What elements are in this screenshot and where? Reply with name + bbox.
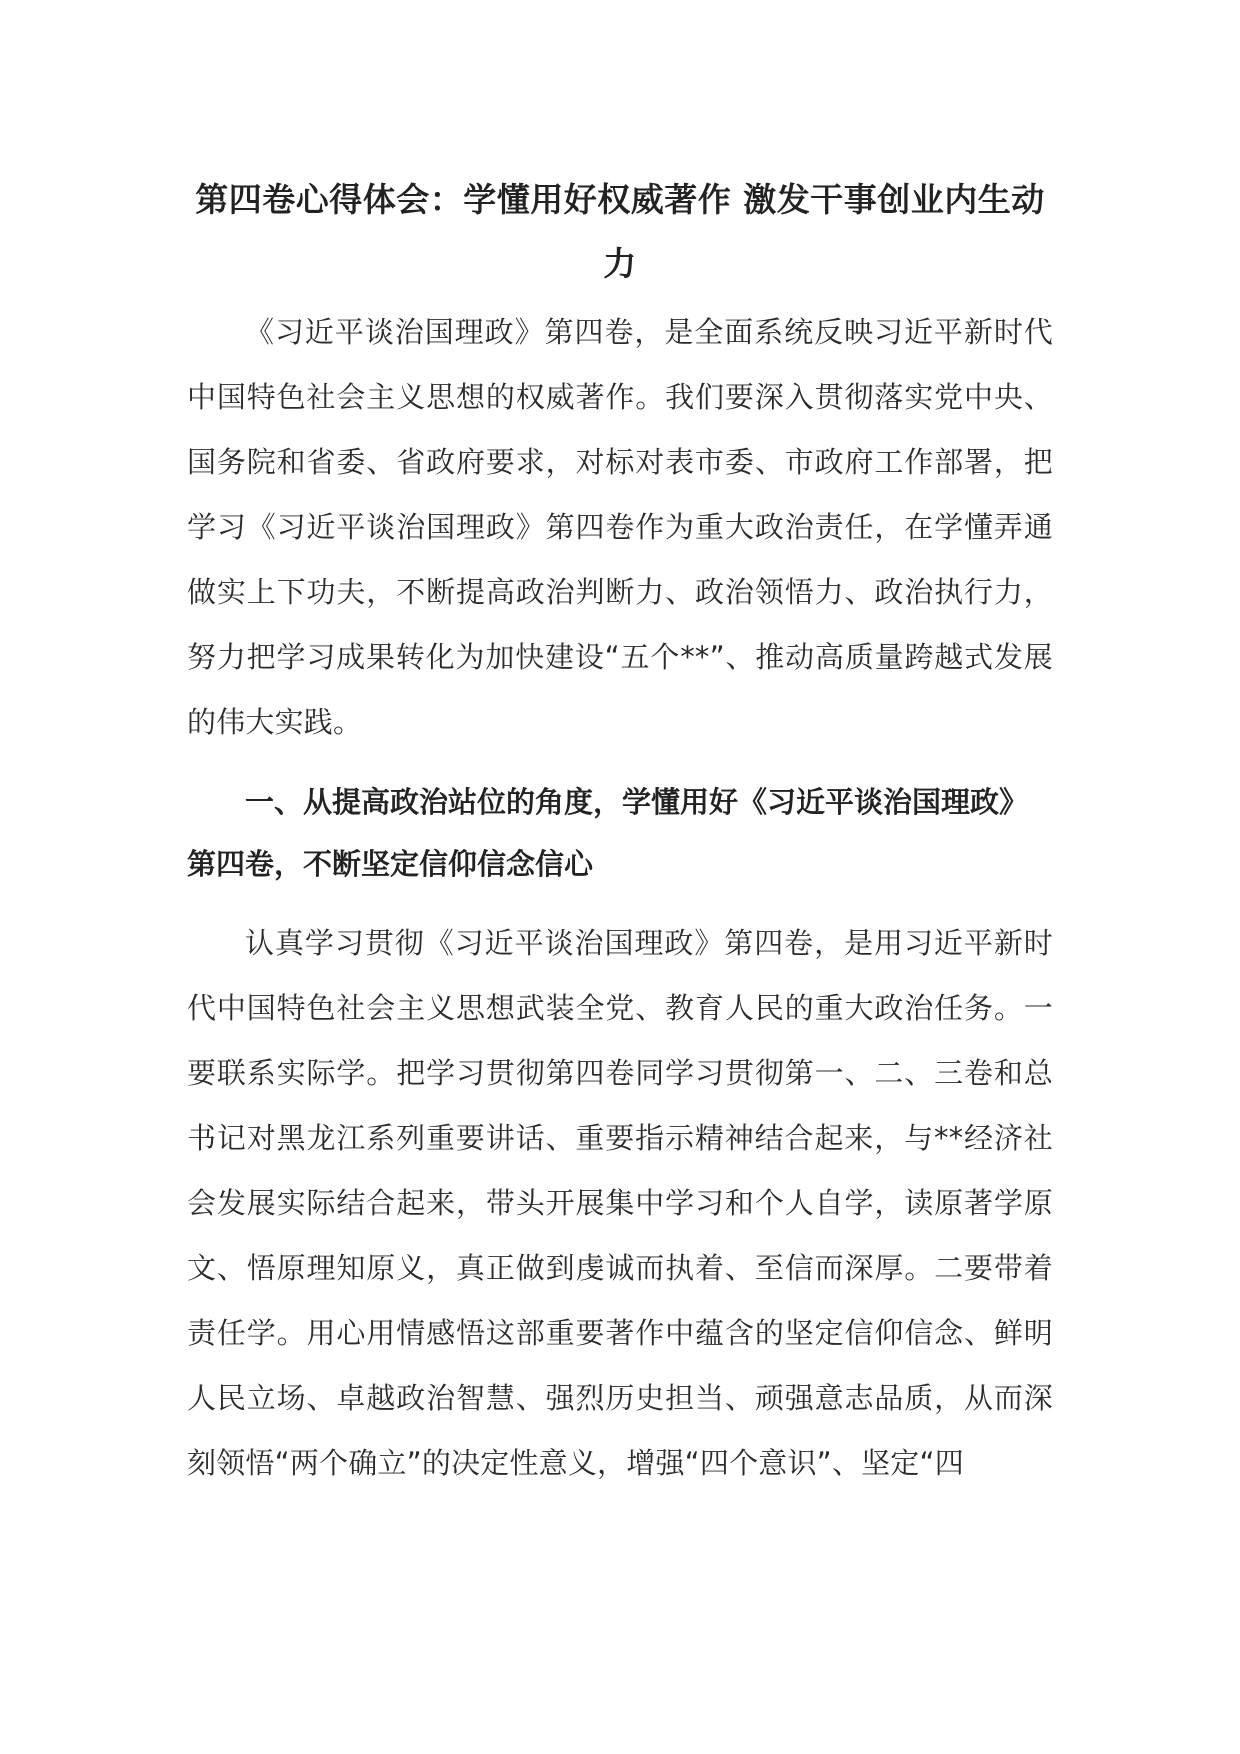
intro-paragraph: 《习近平谈治国理政》第四卷，是全面系统反映习近平新时代中国特色社会主义思想的权威著作。我们要深入贯彻落实党中央、国务院和省委、省政府要求，对标对表市委、市政府工作部署，把学习《习近平谈治国理政》第四卷作为重大政治责任，在学懂弄通做实上下功夫，不断提高政治判断力、政治领悟力、政治执行力，努力把学习成果转化为加快建设“五个**”、推动高质量跨越式发展的伟大实践。 xyxy=(187,315,1053,739)
document-page xyxy=(187,168,1053,1496)
section-heading: 一、从提高政治站位的角度，学懂用好《习近平谈治国理政》第四卷，不断坚定信仰信念信心 xyxy=(187,785,1029,881)
section-paragraph: 认真学习贯彻《习近平谈治国理政》第四卷，是用习近平新时代中国特色社会主义思想武装全党、教育人民的重大政治任务。一要联系实际学。把学习贯彻第四卷同学习贯彻第一、二、三卷和总书记对黑龙江系列重要讲话、重要指示精神结合起来，与**经济社会发展实际结合起来，带头开展集中学习和个人自学，读原著学原文、悟原理知原义，真正做到虔诚而执着、至信而深厚。二要带着责任学。用心用情感悟这部重要著作中蕴含的坚定信仰信念、鲜明人民立场、卓越政治智慧、强烈历史担当、顽强意志品质，从而深刻领悟“两个确立”的决定性意义，增强“四个意识”、坚定“四 xyxy=(187,926,1053,1480)
document-title: 第四卷心得体会：学懂用好权威著作 激发干事创业内生动力 xyxy=(195,180,1045,283)
